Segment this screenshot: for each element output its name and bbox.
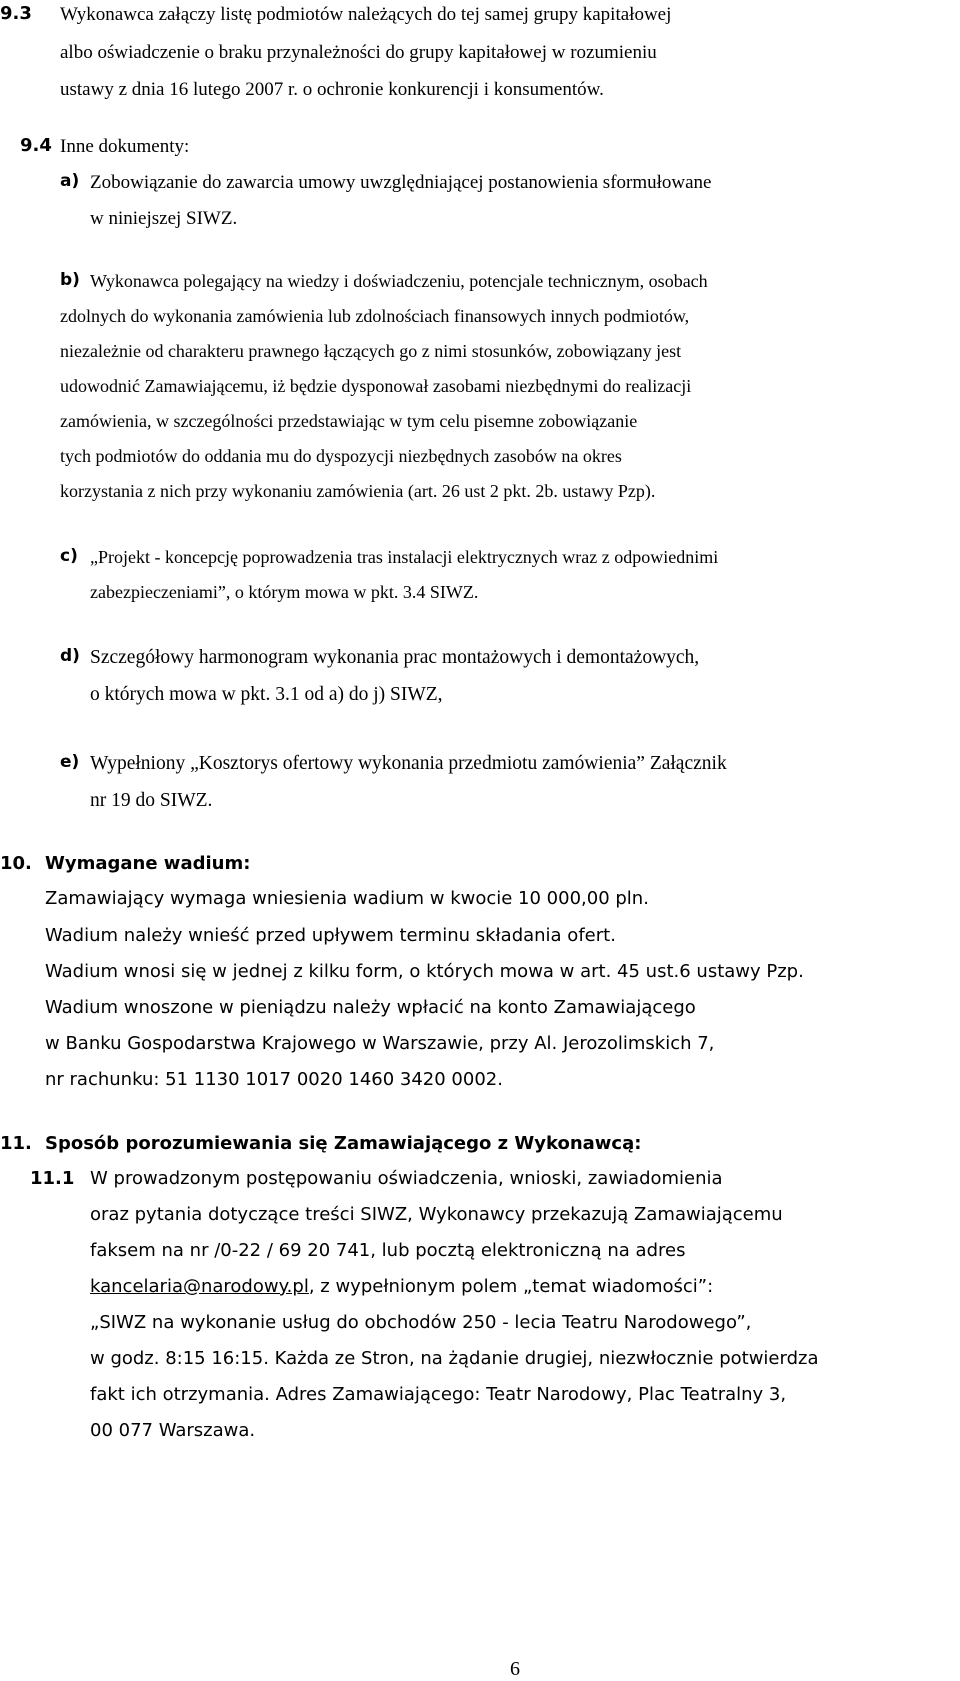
paragraph-line: Wypełniony „Kosztorys ofertowy wykonania przedmiotu zamówienia” Załącznik: [90, 753, 727, 774]
page-number: 6: [510, 1658, 520, 1680]
paragraph-line: o których mowa w pkt. 3.1 od a) do j) SIWZ,: [90, 684, 443, 705]
paragraph-line: Wadium wnosi się w jednej z kilku form, o których mowa w art. 45 ust.6 ustawy Pzp.: [45, 961, 804, 982]
email-link[interactable]: kancelaria@narodowy.pl: [90, 1276, 309, 1297]
paragraph-line: Wykonawca polegający na wiedzy i doświadczeniu, potencjale technicznym, osobach: [90, 271, 708, 291]
paragraph-line: oraz pytania dotyczące treści SIWZ, Wykonawcy przekazują Zamawiającemu: [90, 1204, 783, 1225]
paragraph-line: w Banku Gospodarstwa Krajowego w Warszawie, przy Al. Jerozolimskich 7,: [45, 1033, 715, 1054]
paragraph-line: albo oświadczenie o braku przynależności do grupy kapitałowej w rozumieniu: [60, 42, 657, 63]
email-suffix: , z wypełnionym polem „temat wiadomości”:: [308, 1276, 714, 1297]
paragraph-line: tych podmiotów do oddania mu do dyspozycji niezbędnych zasobów na okres: [60, 446, 622, 466]
section-title: Inne dokumenty:: [60, 136, 190, 157]
paragraph-line: fakt ich otrzymania. Adres Zamawiającego: Teatr Narodowy, Plac Teatralny 3,: [90, 1384, 787, 1405]
item-label: b): [60, 270, 80, 290]
paragraph-line: Szczegółowy harmonogram wykonania prac montażowych i demontażowych,: [90, 647, 700, 668]
item-label: e): [60, 752, 80, 772]
paragraph-line: niezależnie od charakteru prawnego łączących go z nimi stosunków, zobowiązany jest: [60, 341, 682, 361]
paragraph-line: Wadium wnoszone w pieniądzu należy wpłacić na konto Zamawiającego: [45, 997, 696, 1018]
paragraph-line: faksem na nr /0-22 / 69 20 741, lub pocztą elektroniczną na adres: [90, 1240, 686, 1261]
paragraph-line: zdolnych do wykonania zamówienia lub zdolnościach finansowych innych podmiotów,: [60, 306, 690, 326]
paragraph-line: „SIWZ na wykonanie usług do obchodów 250 - lecia Teatru Narodowego”,: [90, 1312, 752, 1333]
paragraph-line: zamówienia, w szczególności przedstawiając w tym celu pisemne zobowiązanie: [60, 411, 638, 431]
item-label: c): [60, 546, 78, 566]
item-label: a): [60, 171, 80, 191]
paragraph-line: nr 19 do SIWZ.: [90, 790, 213, 811]
section-number: 9.4: [20, 135, 52, 156]
section-number: 11.: [0, 1133, 32, 1154]
paragraph-line: udowodnić Zamawiającemu, iż będzie dysponował zasobami niezbędnymi do realizacji: [60, 376, 692, 396]
paragraph-line: ustawy z dnia 16 lutego 2007 r. o ochronie konkurencji i konsumentów.: [60, 79, 604, 100]
paragraph-line: Wykonawca załączy listę podmiotów należących do tej samej grupy kapitałowej: [60, 4, 672, 25]
paragraph-line: W prowadzonym postępowaniu oświadczenia, wnioski, zawiadomienia: [90, 1168, 723, 1189]
section-number: 10.: [0, 853, 32, 874]
section-number: 9.3: [0, 3, 32, 24]
paragraph-line: zabezpieczeniami”, o którym mowa w pkt. 3.4 SIWZ.: [90, 582, 479, 602]
paragraph-line: w niniejszej SIWZ.: [90, 208, 238, 229]
paragraph-line: w godz. 8:15 16:15. Każda ze Stron, na żądanie drugiej, niezwłocznie potwierdza: [90, 1348, 819, 1369]
section-title: Sposób porozumiewania się Zamawiającego z Wykonawcą:: [45, 1133, 642, 1154]
item-label: d): [60, 646, 80, 666]
paragraph-line: nr rachunku: 51 1130 1017 0020 1460 3420 0002.: [45, 1069, 503, 1090]
paragraph-line: Zamawiający wymaga wniesienia wadium w kwocie 10 000,00 pln.: [45, 888, 649, 909]
paragraph-line: korzystania z nich przy wykonaniu zamówienia (art. 26 ust 2 pkt. 2b. ustawy Pzp).: [60, 481, 656, 501]
paragraph-line: Wadium należy wnieść przed upływem terminu składania ofert.: [45, 925, 616, 946]
paragraph-line: [90, 1278, 713, 1296]
paragraph-line: Zobowiązanie do zawarcia umowy uwzględniającej postanowienia sformułowane: [90, 172, 712, 193]
paragraph-line: „Projekt - koncepcję poprowadzenia tras instalacji elektrycznych wraz z odpowiednimi: [90, 547, 719, 567]
section-title: Wymagane wadium:: [45, 853, 251, 874]
subsection-number: 11.1: [30, 1168, 75, 1189]
paragraph-line: 00 077 Warszawa.: [90, 1420, 256, 1441]
